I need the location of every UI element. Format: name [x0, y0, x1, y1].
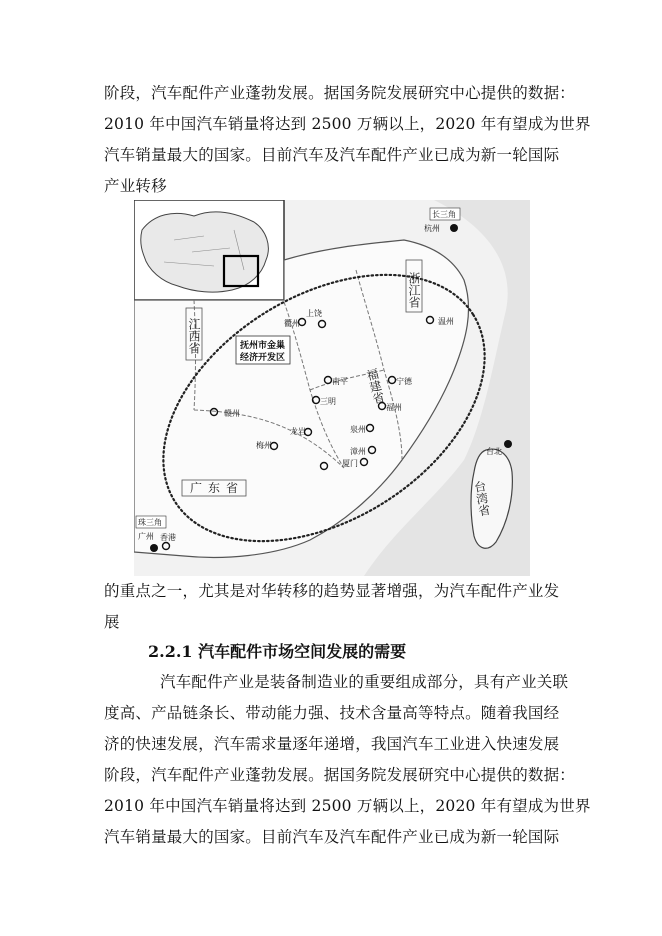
city-dot: [504, 440, 512, 448]
zone-label-line1: 抚州市金巢: [240, 341, 286, 351]
text-line: 汽车销量最大的国家。目前汽车及汽车配件产业已成为新一轮国际: [104, 828, 560, 846]
city-label: 温州: [438, 317, 454, 326]
text-line: 阶段，汽车配件产业蓬勃发展。据国务院发展研究中心提供的数据：: [104, 766, 576, 784]
city-label: 台北: [486, 447, 502, 456]
text-line: 汽车销量最大的国家。目前汽车及汽车配件产业已成为新一轮国际: [104, 146, 560, 164]
text-line: 2010 年中国汽车销量将达到 2500 万辆以上，2020 年有望成为世界: [104, 115, 591, 133]
city-label: 三明: [320, 397, 336, 406]
city-label: 宁德: [396, 377, 412, 386]
province-label-guangdong: 广东省: [190, 481, 245, 495]
paragraph-mid: [104, 576, 566, 638]
city-label: 长三角: [432, 210, 456, 219]
text-line: 的重点之一，尤其是对华转移的趋势显著增强，为汽车配件产业发: [104, 582, 560, 600]
paragraph-top: [104, 78, 591, 202]
section-heading: 2.2.1 汽车配件市场空间发展的需要: [148, 642, 407, 661]
text-line: 度高、产品链条长、带动能力强、技术含量高等特点。随着我国经: [104, 704, 560, 722]
city-dot: [450, 224, 458, 232]
city-label: 泉州: [350, 425, 366, 434]
city-label: 上饶: [306, 309, 322, 318]
text-line: 展: [104, 613, 120, 631]
city-label: 福州: [386, 403, 402, 412]
city-label: 香港: [160, 533, 176, 542]
zone-label-line2: 经济开发区: [240, 353, 286, 363]
city-label: 厦门: [342, 459, 358, 468]
text-line: 阶段，汽车配件产业蓬勃发展。据国务院发展研究中心提供的数据：: [104, 84, 576, 102]
text-line: 2010 年中国汽车销量将达到 2500 万辆以上，2020 年有望成为世界: [104, 797, 591, 815]
region-map-figure: [134, 200, 530, 576]
text-line: 汽车配件产业是装备制造业的重要组成部分，具有产业关联: [160, 673, 569, 691]
text-line: 济的快速发展，汽车需求量逐年递增，我国汽车工业进入快速发展: [104, 735, 560, 753]
province-label-fujian: 福建省: [363, 366, 387, 406]
city-dot: [150, 544, 158, 552]
city-label: 漳州: [350, 447, 366, 456]
city-label: 广州: [138, 532, 154, 541]
city-label: 珠三角: [138, 518, 162, 527]
province-label-zhejiang: 浙江省: [407, 272, 421, 308]
paragraph-bottom: [104, 667, 591, 853]
city-label: 杭州: [424, 224, 440, 233]
city-label: 龙岩: [290, 427, 306, 436]
city-label: 梅州: [256, 441, 272, 450]
province-label-taiwan: 台湾省: [471, 479, 492, 518]
city-label: 衢州: [284, 319, 300, 328]
city-label: 南平: [332, 377, 348, 386]
city-label: 赣州: [224, 409, 240, 418]
inset-china-map: [134, 200, 284, 300]
text-line: 产业转移: [104, 177, 167, 195]
province-label-jiangxi: 江西省: [187, 318, 201, 354]
